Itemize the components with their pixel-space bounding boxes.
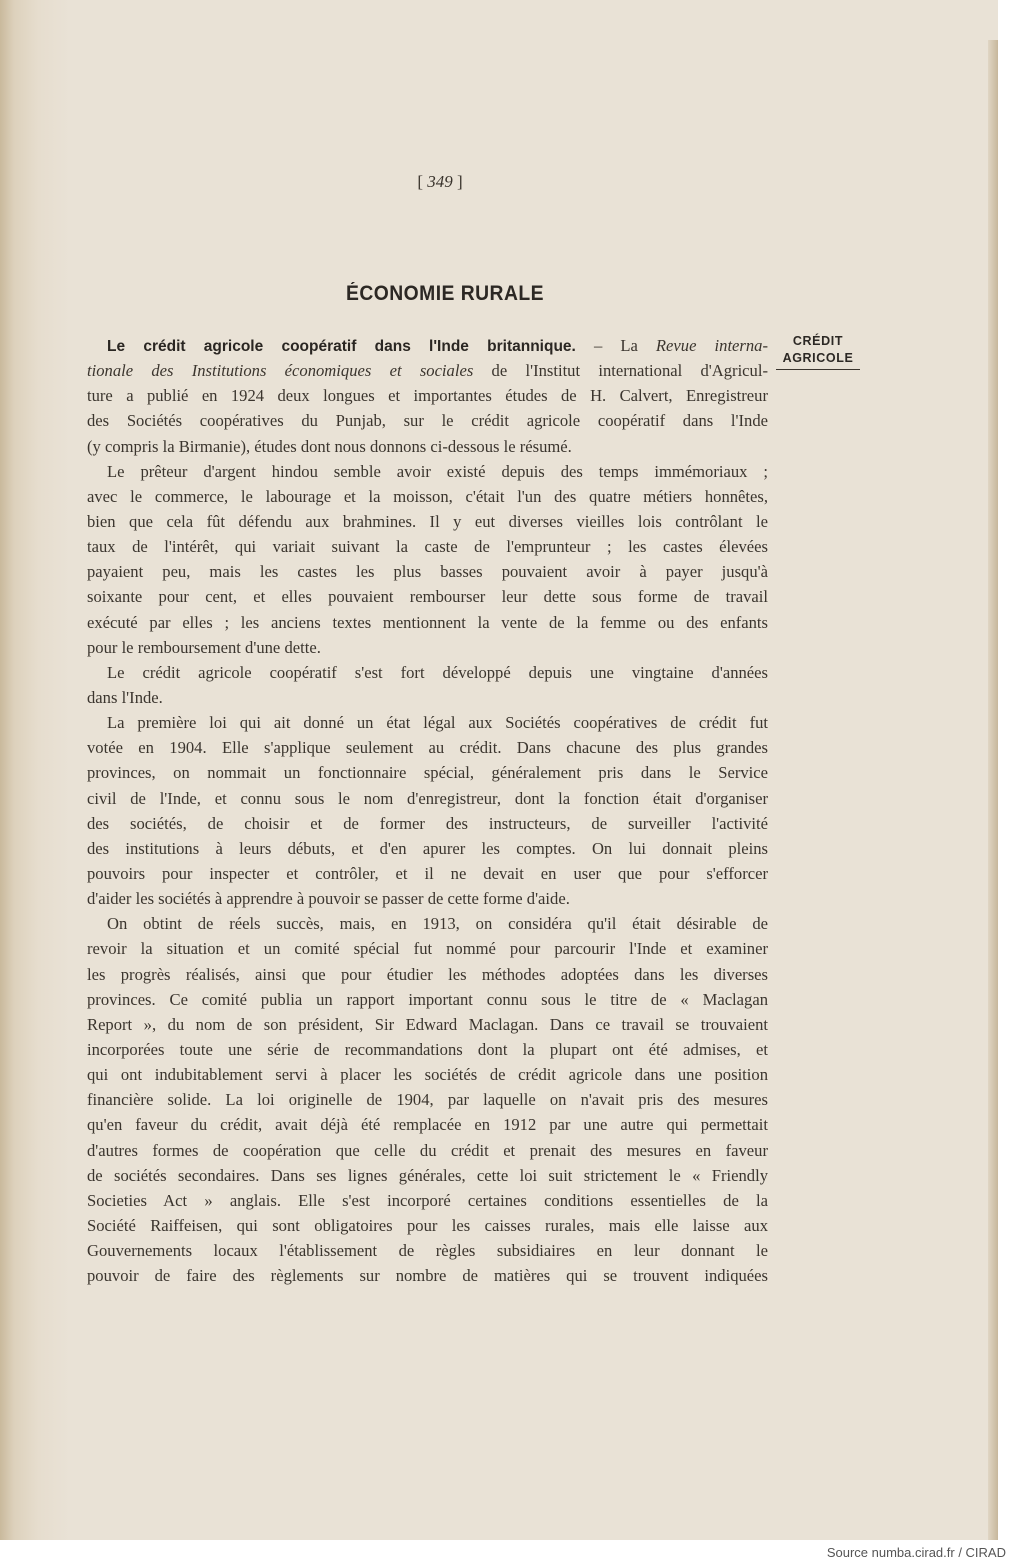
text-line: Le crédit agricole coopératif s'est fort développé depuis une vingtaine d'années: [107, 662, 768, 682]
text-line: des Sociétés coopératives du Punjab, sur le crédit agricole coopératif dans l'Inde: [87, 411, 768, 431]
text-line: Gouvernements locaux l'établissement de règles subsidiaires en leur donnant le: [87, 1241, 768, 1261]
text-line: votée en 1904. Elle s'applique seulement au crédit. Dans chacune des plus grandes: [87, 738, 768, 758]
margin-note-line-2: AGRICOLE: [782, 351, 854, 365]
text-line: Societies Act » anglais. Elle s'est incorporé certaines conditions essentielles de la: [87, 1190, 768, 1210]
article-heading-line: [87, 333, 768, 358]
text-line: revoir la situation et un comité spécial fut nommé pour parcourir l'Inde et examiner: [87, 939, 768, 959]
article-body: [87, 333, 768, 1288]
margin-note-line-1: CRÉDIT: [792, 334, 844, 348]
text-line: de sociétés secondaires. Dans ses lignes générales, cette loi suit strictement le « Friendly: [87, 1165, 768, 1185]
heading-connector: – La: [575, 336, 656, 355]
text-line: (y compris la Birmanie), études dont nous donnons ci-dessous le résumé.: [87, 436, 572, 456]
text-line: qui ont indubitablement servi à placer les sociétés de crédit agricole dans une position: [87, 1065, 768, 1085]
section-title: ÉCONOMIE RURALE: [346, 282, 544, 305]
source-credit: Source numba.cirad.fr / CIRAD: [826, 1545, 1006, 1560]
text-line: ture a publié en 1924 deux longues et importantes études de H. Calvert, Enregistreur: [87, 386, 768, 406]
article-heading: Le crédit agricole coopératif dans l'Inde britannique.: [107, 338, 576, 355]
text-line: d'autres formes de coopération que celle du crédit et prenait des mesures en faveur: [87, 1140, 768, 1160]
text-line: pouvoir de faire des règlements sur nombre de matières qui se trouvent indiquées: [87, 1266, 768, 1286]
text-line: soixante pour cent, et elles pouvaient rembourser leur dette sous forme de travail: [87, 587, 768, 607]
margin-note: [782, 333, 854, 370]
text-line: des sociétés, de choisir et de former des instructeurs, de surveiller l'activité: [87, 813, 768, 833]
text-line: pouvoirs pour inspecter et contrôler, et il ne devait en user que pour s'efforcer: [87, 863, 768, 883]
text-line: dans l'Inde.: [87, 687, 163, 707]
text-line: taux de l'intérêt, qui variait suivant la caste de l'emprunteur ; les castes élevées: [87, 537, 768, 557]
text-fragment: de l'Institut international d'Agricul-: [473, 361, 768, 381]
text-line: La première loi qui ait donné un état légal aux Sociétés coopératives de crédit fut: [107, 713, 768, 733]
text-line: qu'en faveur du crédit, avait déjà été remplacée en 1912 par une autre qui permettait: [87, 1115, 768, 1135]
text-line: incorporées toute une série de recommandations dont la plupart ont été admises, et: [87, 1039, 768, 1059]
text-line: provinces, on nommait un fonctionnaire spécial, généralement pris dans le Service: [87, 763, 768, 783]
text-line: bien que cela fût défendu aux brahmines. Il y eut diverses vieilles lois contrôlant le: [87, 511, 768, 531]
text-line: d'aider les sociétés à apprendre à pouvoir se passer de cette forme d'aide.: [87, 889, 570, 909]
page-number-value: 349: [427, 172, 453, 191]
journal-title-part-1: Revue interna-: [655, 336, 768, 355]
text-line: [87, 358, 768, 383]
page-fold-shadow: [0, 0, 70, 1540]
text-line: des institutions à leurs débuts, et d'en apurer les comptes. On lui donnait pleins: [87, 838, 768, 858]
text-line: les progrès réalisés, ainsi que pour étudier les méthodes adoptées dans les diverses: [87, 964, 768, 984]
text-line: Report », du nom de son président, Sir Edward Maclagan. Dans ce travail se trouvaient: [87, 1014, 768, 1034]
margin-note-rule: [776, 369, 860, 370]
page-edge: [988, 40, 998, 1540]
text-line: provinces. Ce comité publia un rapport important connu sous le titre de « Maclagan: [87, 989, 768, 1009]
text-line: Société Raiffeisen, qui sont obligatoires pour les caisses rurales, mais elle laisse aux: [87, 1215, 768, 1235]
text-line: avec le commerce, le labourage et la moisson, c'était l'un des quatre métiers honnêtes,: [87, 486, 768, 506]
text-line: On obtint de réels succès, mais, en 1913, on considéra qu'il était désirable de: [107, 914, 768, 934]
text-line: exécuté par elles ; les anciens textes mentionnent la vente de la femme ou des enfants: [87, 612, 768, 632]
text-line: financière solide. La loi originelle de 1904, par laquelle on n'avait pris des mesures: [87, 1090, 768, 1110]
journal-title-part-2: tionale des Institutions économiques et sociales: [87, 361, 474, 381]
text-line: Le prêteur d'argent hindou semble avoir existé depuis des temps immémoriaux ;: [107, 461, 768, 481]
text-line: pour le remboursement d'une dette.: [87, 637, 321, 657]
page-number: [ 349 ]: [417, 172, 463, 191]
text-line: civil de l'Inde, et connu sous le nom d'enregistreur, dont la fonction était d'organiser: [87, 788, 768, 808]
text-line: payaient peu, mais les castes les plus basses pouvaient avoir à payer jusqu'à: [87, 562, 768, 582]
